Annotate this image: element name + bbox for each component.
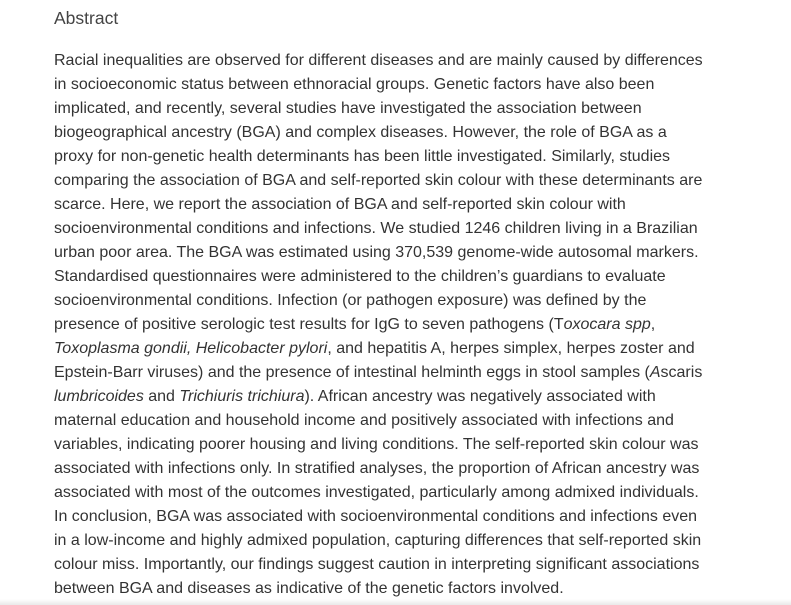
abstract-line bbox=[54, 433, 714, 457]
text-run: maternal education and household income and positively associated with infections and bbox=[54, 412, 674, 429]
abstract-line bbox=[54, 97, 714, 121]
text-run: In conclusion, BGA was associated with socioenvironmental conditions and infections even bbox=[54, 508, 698, 525]
abstract-line bbox=[54, 385, 714, 409]
abstract-line bbox=[54, 361, 714, 385]
text-run: associated with most of the outcomes investigated, particularly among admixed individuals. bbox=[54, 484, 699, 501]
bottom-divider bbox=[0, 599, 791, 605]
text-run: colour miss. Importantly, our findings suggest caution in interpreting significant associations bbox=[54, 556, 700, 573]
abstract-line bbox=[54, 337, 714, 361]
text-run: socioenvironmental conditions and infections. We studied 1246 children living in a Brazilian bbox=[54, 220, 698, 237]
text-run: presence of positive serologic test results for IgG to seven pathogens (T bbox=[54, 316, 564, 333]
text-run: Epstein-Barr viruses) and the presence of intestinal helminth eggs in stool samples ( bbox=[54, 364, 650, 381]
text-run: socioenvironmental conditions. Infection (or pathogen exposure) was defined by the bbox=[54, 292, 647, 309]
italic-term: oxocara spp bbox=[563, 316, 651, 333]
abstract-body bbox=[54, 49, 714, 601]
abstract-line bbox=[54, 505, 714, 529]
text-run: between BGA and diseases as indicative of the genetic factors involved. bbox=[54, 580, 564, 597]
text-run: in a low-income and highly admixed population, capturing differences that self-reported skin bbox=[54, 532, 702, 549]
italic-term: Trichiuris trichiura bbox=[179, 388, 305, 405]
text-run: , bbox=[650, 316, 656, 333]
text-run: urban poor area. The BGA was estimated using 370,539 genome-wide autosomal markers. bbox=[54, 244, 699, 261]
italic-term: Toxoplasma gondii, Helicobacter pylori bbox=[54, 340, 328, 357]
text-run: comparing the association of BGA and self-reported skin colour with these determinants are bbox=[54, 172, 703, 189]
text-run: scaris bbox=[660, 364, 703, 381]
abstract-line bbox=[54, 553, 714, 577]
abstract-line bbox=[54, 289, 714, 313]
abstract-line bbox=[54, 121, 714, 145]
abstract-line bbox=[54, 217, 714, 241]
abstract-line bbox=[54, 49, 714, 73]
abstract-line bbox=[54, 193, 714, 217]
text-run: scarce. Here, we report the association of BGA and self-reported skin colour with bbox=[54, 196, 626, 213]
text-run: , and hepatitis A, herpes simplex, herpes zoster and bbox=[327, 340, 695, 357]
text-run: in socioeconomic status between ethnoracial groups. Genetic factors have also been bbox=[54, 76, 655, 93]
text-run: Racial inequalities are observed for different diseases and are mainly caused by differences bbox=[54, 52, 703, 69]
abstract-section bbox=[54, 6, 714, 601]
abstract-line bbox=[54, 577, 714, 601]
abstract-line bbox=[54, 169, 714, 193]
text-run: proxy for non-genetic health determinants has been little investigated. Similarly, studies bbox=[54, 148, 671, 165]
abstract-line bbox=[54, 481, 714, 505]
text-run: implicated, and recently, several studies have investigated the association between bbox=[54, 100, 642, 117]
abstract-line bbox=[54, 73, 714, 97]
abstract-line bbox=[54, 409, 714, 433]
italic-term: lumbricoides bbox=[54, 388, 144, 405]
abstract-line bbox=[54, 457, 714, 481]
abstract-heading: Abstract bbox=[54, 8, 119, 28]
abstract-line bbox=[54, 265, 714, 289]
italic-term: A bbox=[649, 364, 661, 381]
text-run: ). African ancestry was negatively associated with bbox=[304, 388, 656, 405]
text-run: variables, indicating poorer housing and living conditions. The self-reported skin colour was bbox=[54, 436, 699, 453]
text-run: and bbox=[143, 388, 180, 405]
abstract-line bbox=[54, 313, 714, 337]
text-run: Standardised questionnaires were administered to the children’s guardians to evaluate bbox=[54, 268, 666, 285]
abstract-line bbox=[54, 529, 714, 553]
text-run: associated with infections only. In stratified analyses, the proportion of African ancestry was bbox=[54, 460, 700, 477]
abstract-line bbox=[54, 145, 714, 169]
abstract-line bbox=[54, 241, 714, 265]
text-run: biogeographical ancestry (BGA) and complex diseases. However, the role of BGA as a bbox=[54, 124, 667, 141]
